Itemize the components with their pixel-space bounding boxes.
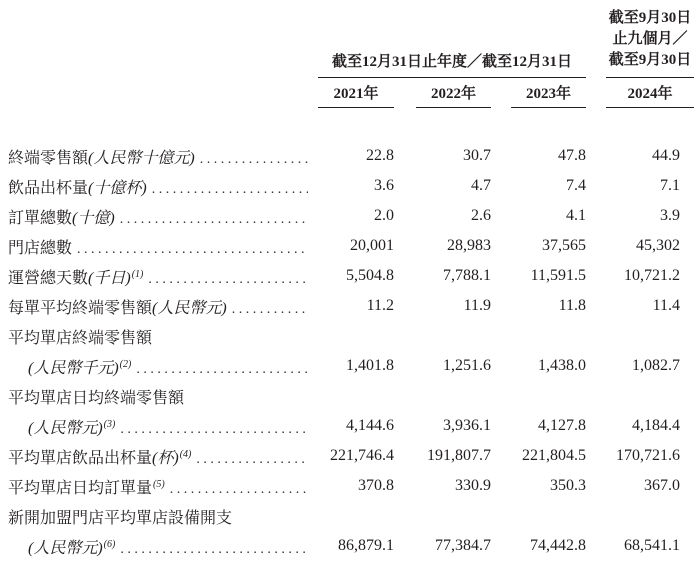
footnote-ref: (3) xyxy=(103,418,116,430)
value-cell: 191,807.7 xyxy=(427,447,491,464)
value-cell: 11.4 xyxy=(652,297,680,314)
row-label-line xyxy=(8,321,694,351)
row-label-unit: (十億) xyxy=(72,209,115,227)
row-label-unit: (杯) xyxy=(152,449,179,467)
header-spacer xyxy=(8,78,310,108)
row-label-cell xyxy=(8,411,310,441)
table-row xyxy=(8,231,694,261)
row-label: 門店總數 xyxy=(8,239,73,257)
row-label-line xyxy=(8,381,694,411)
value-cell: 1,082.7 xyxy=(632,357,680,374)
row-label-line xyxy=(8,501,694,531)
row-label-cell xyxy=(8,141,310,171)
row-label: 飲品出杯量 xyxy=(8,179,89,197)
table-row xyxy=(8,291,694,321)
year-header-2023: 2023年 xyxy=(491,78,586,108)
table-row xyxy=(8,201,694,231)
value-cell: 11,591.5 xyxy=(530,267,586,284)
value-cell: 7.1 xyxy=(660,177,680,194)
value-cell: 4.7 xyxy=(471,177,491,194)
row-label: 運營總天數 xyxy=(8,269,89,287)
row-label-unit: (人民幣元) xyxy=(152,299,227,317)
dot-leader xyxy=(120,542,308,558)
row-label-cell xyxy=(8,201,310,231)
year-header-2024: 2024年 xyxy=(586,78,694,108)
value-cell: 30.7 xyxy=(463,147,491,164)
row-label-cell xyxy=(8,351,310,381)
dot-leader xyxy=(196,452,308,468)
value-cell: 86,879.1 xyxy=(338,537,394,554)
row-label-unit: (人民幣元) xyxy=(28,419,103,437)
table-row xyxy=(8,471,694,501)
annual-period-header xyxy=(310,8,586,78)
row-label-cell xyxy=(8,471,310,501)
footnote-ref: (1) xyxy=(131,268,144,280)
interim-period-line3: 截至9月30日 xyxy=(608,52,692,68)
value-cell: 330.9 xyxy=(455,477,491,494)
value-cell: 350.3 xyxy=(550,477,586,494)
value-cell: 367.0 xyxy=(644,477,680,494)
value-cell: 68,541.1 xyxy=(624,537,680,554)
value-cell: 1,438.0 xyxy=(538,357,586,374)
table-row xyxy=(8,531,694,561)
footnote-ref: (2) xyxy=(119,358,132,370)
row-label: 平均單店日均終端零售額 xyxy=(8,389,185,407)
row-label-cell xyxy=(8,261,310,291)
value-cell: 221,746.4 xyxy=(330,447,394,464)
table-row xyxy=(8,141,694,171)
value-cell: 5,504.8 xyxy=(346,267,394,284)
header-body-gap xyxy=(8,108,694,141)
annual-period-label: 截至12月31日止年度／截至12月31日 xyxy=(318,50,586,78)
period-header-row xyxy=(8,8,694,78)
table-body xyxy=(8,141,694,561)
value-cell: 47.8 xyxy=(558,147,586,164)
value-cell: 20,001 xyxy=(350,237,394,254)
row-label-unit: (人民幣元) xyxy=(28,539,103,557)
value-cell: 77,384.7 xyxy=(435,537,491,554)
table-row xyxy=(8,261,694,291)
row-label: 平均單店終端零售額 xyxy=(8,329,153,347)
table-row xyxy=(8,441,694,471)
dot-leader xyxy=(232,302,308,318)
table-row xyxy=(8,351,694,381)
value-cell: 3.9 xyxy=(660,207,680,224)
value-cell: 37,565 xyxy=(542,237,586,254)
row-label-cell xyxy=(8,501,694,531)
value-cell: 10,721.2 xyxy=(624,267,680,284)
value-cell: 4.1 xyxy=(566,207,586,224)
value-cell: 221,804.5 xyxy=(522,447,586,464)
dot-leader xyxy=(200,152,308,168)
table-row xyxy=(8,411,694,441)
row-label-cell xyxy=(8,441,310,471)
value-cell: 2.6 xyxy=(471,207,491,224)
row-label-cell xyxy=(8,531,310,561)
value-cell: 28,983 xyxy=(447,237,491,254)
value-cell: 2.0 xyxy=(374,207,394,224)
row-label: 新開加盟門店平均單店設備開支 xyxy=(8,509,233,527)
value-cell: 11.9 xyxy=(463,297,491,314)
financial-table xyxy=(8,8,694,561)
row-label-cell xyxy=(8,321,694,351)
footnote-ref: (6) xyxy=(103,538,116,550)
row-label-unit: (人民幣千元) xyxy=(28,359,119,377)
row-label: 平均單店飲品出杯量 xyxy=(8,449,153,467)
value-cell: 74,442.8 xyxy=(530,537,586,554)
value-cell: 3.6 xyxy=(374,177,394,194)
year-header-row xyxy=(8,78,694,108)
year-header-2022: 2022年 xyxy=(394,78,491,108)
value-cell: 45,302 xyxy=(636,237,680,254)
dot-leader xyxy=(152,182,308,198)
row-label: 訂單總數 xyxy=(8,209,73,227)
value-cell: 44.9 xyxy=(652,147,680,164)
footnote-ref: (4) xyxy=(179,448,192,460)
value-cell: 370.8 xyxy=(358,477,394,494)
interim-period-header xyxy=(586,8,694,78)
value-cell: 11.2 xyxy=(366,297,394,314)
value-cell: 11.8 xyxy=(558,297,586,314)
footnote-ref: (5) xyxy=(153,478,165,490)
value-cell: 4,144.6 xyxy=(346,417,394,434)
table-row xyxy=(8,171,694,201)
dot-leader xyxy=(136,362,308,378)
value-cell: 1,251.6 xyxy=(443,357,491,374)
year-header-2021: 2021年 xyxy=(310,78,394,108)
dot-leader xyxy=(148,272,308,288)
row-label-unit: (人民幣十億元) xyxy=(88,149,195,167)
value-cell: 170,721.6 xyxy=(616,447,680,464)
value-cell: 4,184.4 xyxy=(632,417,680,434)
dot-leader xyxy=(170,482,308,498)
value-cell: 7.4 xyxy=(566,177,586,194)
interim-period-line1: 截至9月30日 xyxy=(608,10,692,26)
row-label-unit: (千日) xyxy=(88,269,131,287)
row-label-unit: (十億杯) xyxy=(88,179,147,197)
value-cell: 7,788.1 xyxy=(443,267,491,284)
row-label-cell xyxy=(8,291,310,321)
value-cell: 1,401.8 xyxy=(346,357,394,374)
interim-period-line2: 止九個月／ xyxy=(612,31,688,47)
row-label: 每單平均終端零售額 xyxy=(8,299,153,317)
dot-leader xyxy=(120,422,308,438)
value-cell: 3,936.1 xyxy=(443,417,491,434)
row-label-cell xyxy=(8,381,694,411)
row-label-cell xyxy=(8,231,310,261)
value-cell: 4,127.8 xyxy=(538,417,586,434)
value-cell: 22.8 xyxy=(366,147,394,164)
dot-leader xyxy=(77,242,308,258)
dot-leader xyxy=(120,212,308,228)
header-spacer xyxy=(8,8,310,78)
row-label: 終端零售額 xyxy=(8,149,89,167)
row-label: 平均單店日均訂單量 xyxy=(8,479,153,497)
row-label-cell xyxy=(8,171,310,201)
